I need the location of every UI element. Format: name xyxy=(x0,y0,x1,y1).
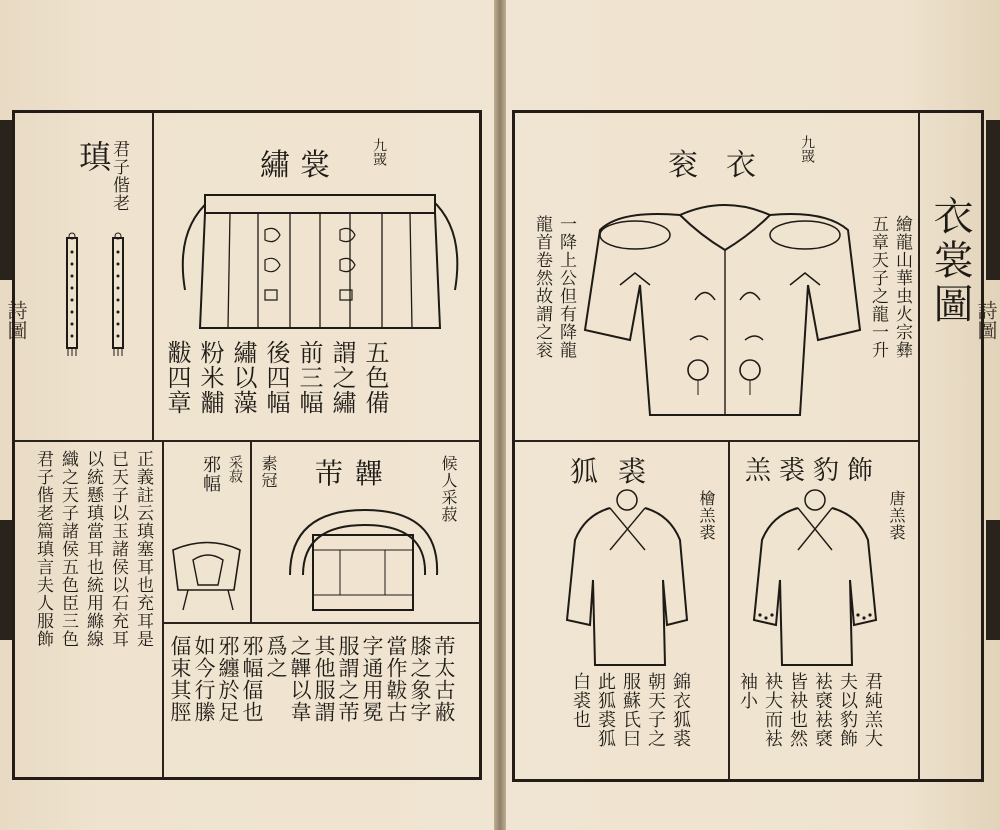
gun-yi-left-text: 一降上公但有降龍 龍首卷然故謂之衮 xyxy=(532,215,576,359)
fu-text: 芾太古蔽 膝之象字 當作韍古 字通用冕 服謂之芾 其他服謂 之韠以韋 爲之 邪幅偪也 邪纏於足 如今行縢 偪束其脛 xyxy=(168,635,456,723)
right-edge-tab xyxy=(986,120,1000,280)
right-title-divider xyxy=(918,112,920,780)
left-divider-h xyxy=(14,440,480,442)
right-edge-tab-2 xyxy=(986,520,1000,640)
gao-qiu-source: 唐羔裘 xyxy=(887,490,906,541)
left-edge-label: 詩圖 xyxy=(4,300,28,340)
book-gutter xyxy=(494,0,506,830)
right-edge-label: 詩圖 xyxy=(974,300,998,340)
fu-title: 芾韠 xyxy=(315,457,396,490)
tian-note-text: 正義註云瑱塞耳也充耳是 已天子以玉諸侯以石充耳 以統懸瑱當耳也統用縧線 織之天子諸侯五色臣三色 君子偕老篇瑱言夫人服飾 xyxy=(33,450,153,648)
fu-label-3: 采菽 xyxy=(227,455,243,483)
gun-yi-title: 衮衣 xyxy=(668,148,784,183)
left-divider-v1 xyxy=(152,112,154,442)
gun-yi-illustration xyxy=(580,190,865,430)
tian-source: 君子偕老 xyxy=(109,140,129,212)
hu-qiu-illustration xyxy=(565,490,690,670)
gao-qiu-title: 羔裘豹飾 xyxy=(745,456,882,486)
section-title: 衣裳圖 xyxy=(927,195,973,327)
xiu-chang-source: 九罭 xyxy=(371,138,387,166)
left-divider-v2 xyxy=(162,442,164,778)
xiu-chang-title: 繡裳 xyxy=(260,148,340,183)
gao-qiu-text: 君純羔大 夫以豹飾 袪褎袪褎 皆袂也然 袂大而袪 袖小 xyxy=(737,672,883,748)
xiu-chang-text: 五色備 謂之繡 前三幅 後四幅 繡以藻 粉米黼 黻四章 xyxy=(163,340,389,415)
xiu-chang-illustration xyxy=(170,190,470,335)
hu-qiu-text: 錦衣狐裘 朝天子之 服蘇氏曰 此狐裘狐 白裘也 xyxy=(570,672,691,748)
tian-title: 瑱 xyxy=(74,140,112,180)
gao-qiu-illustration xyxy=(750,490,880,670)
hu-qiu-source: 檜羔裘 xyxy=(697,490,716,541)
fu-illustration xyxy=(285,505,445,615)
tian-illustration xyxy=(55,230,135,360)
right-divider-h xyxy=(514,440,918,442)
right-divider-v xyxy=(728,442,730,780)
fu-source-2: 素冠 xyxy=(259,455,278,489)
xie-fu-illustration xyxy=(168,540,246,615)
hu-qiu-title: 狐裘 xyxy=(570,455,667,488)
gun-yi-source: 九罭 xyxy=(799,135,815,163)
left-divider-h2 xyxy=(162,622,480,624)
fu-source-1: 候人采菽 xyxy=(439,455,458,523)
gun-yi-right-text: 繪龍山華虫火宗彝 五章天子之龍一升 xyxy=(868,215,912,359)
fu-label-4: 邪幅 xyxy=(200,455,221,493)
left-divider-v3 xyxy=(250,442,252,622)
